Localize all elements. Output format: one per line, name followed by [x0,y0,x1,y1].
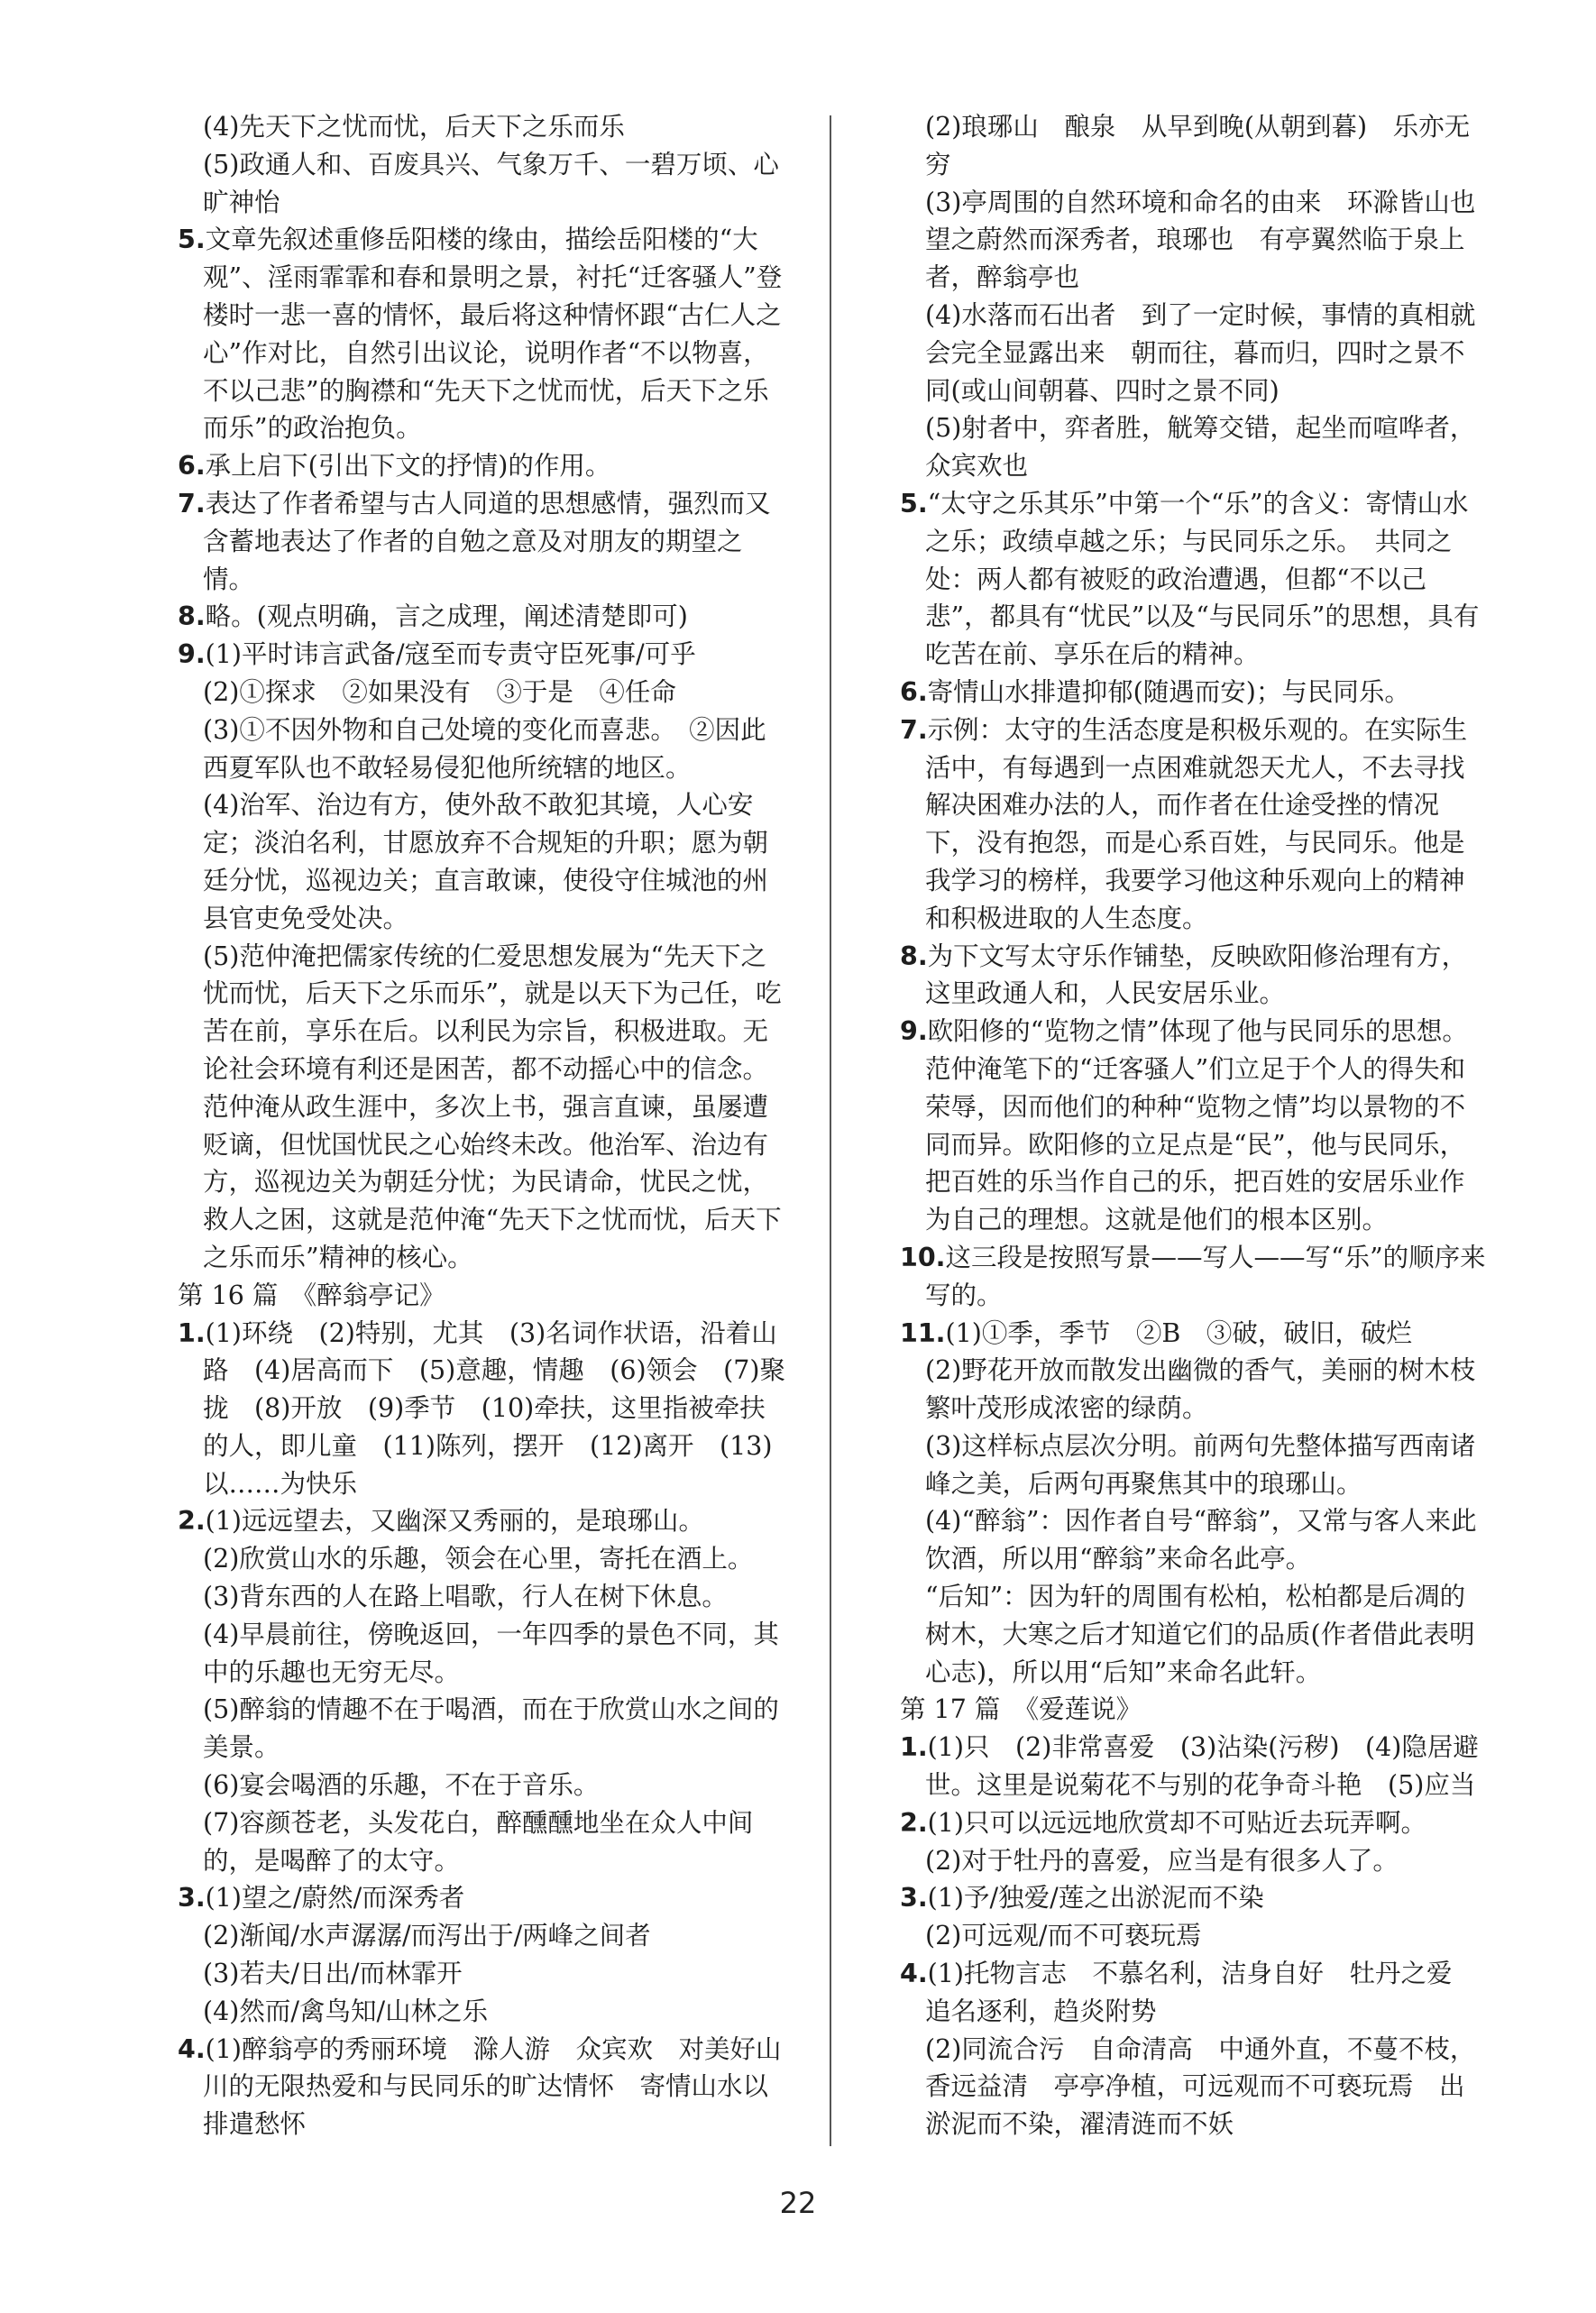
item-number: 5. [900,488,928,519]
item-number: 3. [178,1883,206,1914]
section-heading: 第 16 篇 《醉翁亭记》 [178,1280,445,1310]
item-text: 示例：太守的生活态度是积极乐观的。在实际生活中，有每遇到一点困难就怨天尤人，不去寻找解决困难办法的人，而作者在仕途受挫的情况下，没有抱怨，而是心系百姓，与民同乐。他是我学习的榜样，我要学习他这种乐观向上的精神和积极进取的人生态度。 [925,714,1468,933]
answer-subitem: (2)同流合污 自命清高 中通外直，不蔓不枝，香远益清 亭亭净植，可远观而不可亵玩焉 出淤泥而不染，濯清涟而不妖 [925,2033,1476,2140]
item-number: 9. [900,1016,928,1047]
item-number: 5. [178,225,206,255]
item-number: 1. [900,1732,928,1763]
answer-subitem: (2)①探求 ②如果没有 ③于是 ④任命 [203,676,676,707]
item-text: (1)环绕 (2)特别，尤其 (3)名词作状语，沿着山路 (4)居高而下 (5)意趣，情趣 (6)领会 (7)聚拢 (8)开放 (9)季节 (10)牵扶，这里指被牵扶的人，即儿童 (11)陈列，摆开 (12)离开 (13)以……为快乐 [203,1317,785,1499]
item-text: (1)望之/蔚然/而深秀者 [205,1883,465,1914]
answer-subitem: “后知”：因为轩的周围有松柏，松柏都是后凋的树木，大寒之后才知道它们的品质(作者借此表明心志)，所以用“后知”来命名此轩。 [925,1582,1475,1687]
item-text: 承上启下(引出下文的抒情)的作用。 [205,451,611,482]
answer-item [900,674,1488,711]
item-text: “太守之乐其乐”中第一个“乐”的含义：寄情山水之乐；政绩卓越之乐；与民同乐之乐。 共同之处：两人都有被贬的政治遭遇，但都“不以己悲”，都具有“忧民”以及“与民同乐”的思想，具有吃苦在前、享乐在后的精神。 [925,488,1480,670]
answer-item [178,447,789,485]
item-text: 为下文写太守乐作铺垫，反映欧阳修治理有方，这里政通人和，人民安居乐业。 [925,941,1468,1009]
answer-subitem: (4)水落而石出者 到了一定时候，事情的真相就会完全显露出来 朝而往，暮而归，四时之景不同(或山间朝暮、四时之景不同) [925,299,1476,406]
answer-subitem: (2)欣赏山水的乐趣，领会在心里，寄托在酒上。 [203,1544,754,1574]
item-number: 8. [900,941,928,971]
item-number: 10. [900,1242,946,1272]
item-number: 4. [900,1959,928,1989]
answer-item [178,1879,789,1917]
item-text: 这三段是按照写景——写人——写“乐”的顺序来写的。 [925,1242,1486,1310]
answer-subitem: (4)“醉翁”：因作者自号“醉翁”，又常与客人来此饮酒，所以用“醉翁”来命名此亭。 [925,1506,1477,1574]
item-text: 欧阳修的“览物之情”体现了他与民同乐的思想。范仲淹笔下的“迁客骚人”们立足于个人的得失和荣辱，因而他们的种种“览物之情”均以景物的不同而异。欧阳修的立足点是“民”，他与民同乐，把百姓的乐当作自己的乐，把百姓的安居乐业作为自己的理想。这就是他们的根本区别。 [925,1016,1468,1235]
answer-subitem: (5)射者中，弈者胜，觥筹交错，起坐而喧哗者，众宾欢也 [925,413,1476,482]
answer-subitem: (3)这样标点层次分明。前两句先整体描写西南诸峰之美，后两句再聚焦其中的琅琊山。 [925,1430,1476,1499]
item-number: 2. [900,1807,928,1838]
answer-subitem: (6)宴会喝酒的乐趣，不在于音乐。 [203,1770,600,1801]
item-text: (1)予/独爱/莲之出淤泥而不染 [927,1883,1264,1914]
answer-item [900,938,1488,1014]
right-column [900,108,1501,2143]
page-number: 22 [779,2186,817,2220]
answer-subitem: (3)亭周围的自然环境和命名的由来 环滁皆山也 望之蔚然而深秀者，琅琊也 有亭翼然临于泉上者，醉翁亭也 [925,187,1501,293]
answer-subitem: (4)早晨前往，傍晚返回，一年四季的景色不同，其中的乐趣也无穷无尽。 [203,1619,779,1687]
answer-subitem: (2)对于牡丹的喜爱，应当是有很多人了。 [925,1845,1399,1876]
item-text: (1)醉翁亭的秀丽环境 滁人游 众宾欢 对美好山川的无限热爱和与民同乐的旷达情怀 寄情山水以排遣愁怀 [203,2033,782,2140]
answer-item [178,636,789,674]
answer-subitem: (4)然而/禽鸟知/山林之乐 [203,1996,489,2026]
answer-item [178,221,789,447]
answer-item [900,1729,1488,1804]
item-number: 9. [178,639,206,670]
answer-subitem: (3)若夫/日出/而林霏开 [203,1959,463,1989]
answer-subitem: (7)容颜苍老，头发花白，醉醺醺地坐在众人中间的，是喝醉了的太守。 [203,1807,754,1876]
left-column [178,108,789,2143]
item-number: 8. [178,601,206,632]
answer-item [900,1804,1488,1842]
answer-item [900,711,1488,938]
answer-subitem: (5)范仲淹把儒家传统的仁爱思想发展为“先天下之忧而忧，后天下之乐而乐”，就是以天下为己任，吃苦在前，享乐在后。以利民为宗旨，积极进取。无论社会环境有利还是困苦，都不动摇心中的信念。范仲淹从政生涯中，多次上书，强言直谏，虽屡遭贬谪，但忧国忧民之心始终未改。他治军、治边有方，巡视边关为朝廷分忧；为民请命，忧民之忧，救人之困，这就是范仲淹“先天下之忧而忧，后天下之乐而乐”精神的核心。 [203,941,782,1272]
item-text: (1)只可以远远地欣赏却不可贴近去玩弄啊。 [927,1807,1427,1838]
answer-item [178,485,789,598]
section-heading: 第 17 篇 《爱莲说》 [900,1694,1142,1725]
answer-subitem: (5)政通人和、百废具兴、气象万千、一碧万顷、心旷神怡 [203,149,779,217]
item-text: (1)①季，季节 ②B ③破，破旧，破烂 [945,1317,1412,1348]
item-number: 7. [900,714,928,745]
answer-subitem: (4)先天下之忧而忧，后天下之乐而乐 [203,112,625,142]
item-number: 3. [900,1883,928,1914]
answer-item [900,1955,1488,2031]
item-text: 文章先叙述重修岳阳楼的缘由，描绘岳阳楼的“大观”、淫雨霏霏和春和景明之景，衬托“迁客骚人”登楼时一悲一喜的情怀，最后将这种情怀跟“古仁人之心”作对比，自然引出议论，说明作者“不以物喜，不以己悲”的胸襟和“先天下之忧而忧，后天下之乐而乐”的政治抱负。 [203,225,783,444]
answer-subitem: (2)琅琊山 酿泉 从早到晚(从朝到暮) 乐亦无穷 [925,112,1471,179]
item-text: 表达了作者希望与古人同道的思想感情，强烈而又含蓄地表达了作者的自勉之意及对朋友的期望之情。 [203,488,771,594]
answer-subitem: (2)野花开放而散发出幽微的香气，美丽的树木枝繁叶茂形成浓密的绿荫。 [925,1355,1476,1424]
answer-item [178,2031,789,2143]
item-text: (1)只 (2)非常喜爱 (3)沾染(污秽) (4)隐居避世。这里是说菊花不与别的花争奇斗艳 (5)应当 [925,1732,1479,1801]
answer-item [900,1879,1488,1917]
item-number: 2. [178,1506,206,1537]
item-number: 4. [178,2033,206,2064]
item-number: 1. [178,1317,206,1348]
answer-item [900,1315,1488,1353]
item-text: 寄情山水排遣抑郁(随遇而安)；与民同乐。 [927,676,1410,707]
item-text: 略。(观点明确，言之成理，阐述清楚即可) [205,601,688,632]
answer-subitem: (2)可远观/而不可亵玩焉 [925,1921,1202,1951]
column-divider [830,115,831,2146]
answer-item [900,1013,1488,1239]
item-number: 11. [900,1317,946,1348]
item-number: 7. [178,488,206,519]
answer-item [178,1502,789,1540]
answer-item [178,598,789,636]
answer-item [900,1239,1488,1315]
answer-item [178,1315,789,1503]
item-number: 6. [178,451,206,482]
answer-subitem: (2)渐闻/水声潺潺/而泻出于/两峰之间者 [203,1921,651,1951]
answer-item [900,485,1488,674]
answer-subitem: (3)背东西的人在路上唱歌，行人在树下休息。 [203,1582,728,1612]
item-number: 6. [900,676,928,707]
item-text: (1)远远望去，又幽深又秀丽的，是琅琊山。 [205,1506,705,1537]
item-text: (1)托物言志 不慕名利，洁身自好 牡丹之爱 追名逐利，趋炎附势 [925,1959,1479,2026]
answer-subitem: (3)①不因外物和自己处境的变化而喜悲。 ②因此西夏军队也不敢轻易侵犯他所统辖的地区。 [203,714,766,783]
item-text: (1)平时讳言武备/寇至而专责守臣死事/可乎 [205,639,696,670]
answer-subitem: (4)治军、治边有方，使外敌不敢犯其境，人心安定；淡泊名利，甘愿放弃不合规矩的升职；愿为朝廷分忧，巡视边关；直言敢谏，使役守住城池的州县官吏免受处决。 [203,790,769,933]
answer-subitem: (5)醉翁的情趣不在于喝酒，而在于欣赏山水之间的美景。 [203,1694,779,1763]
